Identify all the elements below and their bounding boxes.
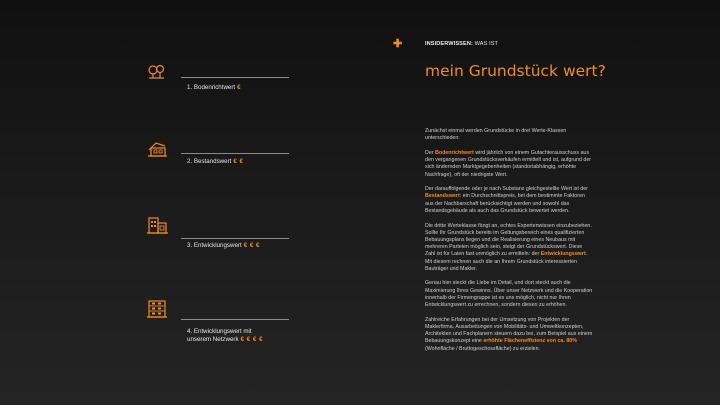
paragraph: Zahlreiche Erfahrungen bei der Umsetzung von Projekten der Maklerfirma, Ausarbeitungen von Mobilitäts- und Umweltkonzepten, Architekten und Fachplanern steuern dazu bei, zum Beispiel aus einem Bebauungskonzept eine erhöhte Flächeneffizienz von ca. 80% (Wohnfläche / Bruttogeschossfläche) zu erzielen. (425, 316, 593, 352)
item-label: 2. Bestandswert € € (187, 158, 244, 165)
paragraph: Der Bodenrichtwert wird jährlich von einem Gutachterausschuss aus den vergangenen Grundstücksverkäufen ermittelt und ist, aufgrund der sich ändernden Marktgegebenheiten (standortabhängig, erhöhte Nachfrage), oft der niedrigste Wert. (425, 149, 592, 178)
value-item-2 (143, 138, 293, 178)
euro-rating: € € (233, 158, 244, 165)
paragraph: Der darauffolgende oder je nach Substanz gleichgestellte Wert ist der Bestandswert: ein Durchschnittspreis, bei dem bestimmte Faktoren aus der Nachbarschaft berücksichtigt werden und sowohl das Bestandsgebäude als auch das Grundstück bewertet werden. (425, 186, 588, 214)
highlight: Bestandswert (425, 193, 460, 200)
euro-rating: € € € € (240, 336, 264, 343)
highlight: erhöhte Flächeneffizienz von ca. 80% (483, 338, 577, 345)
item-label: 3. Entwicklungswert € € € (187, 242, 260, 249)
value-item-4 (143, 297, 293, 347)
paragraph: Genau hier steckt die Liebe im Detail, und dort steckt auch die Maximierung Ihres Gewinns. Über unser Netzwerk und die Kooperation innerhalb der Firmengruppe ist es uns möglich, nicht nur Ihren Entwicklungswert zu errechnen, sondern diesen zu erhöhen. (425, 280, 593, 309)
article-body (425, 128, 593, 360)
item-label: 1. Bodenrichtwert € (187, 84, 242, 91)
divider (181, 319, 289, 320)
paragraph: Die dritte Werteklasse fängt an, echtes Expertenwissen einzubeziehen. Sollte Ihr Grundstück bereits im Geltungsbereich eines qualifizierten Bebauungsplans liegen und die Realisierung eines Neubaus mit mehreren Parteien möglich sein, steigt der Grundstückswert. Diese Zahl ist für Laien fast unmöglich zu ermitteln: der Entwicklungswert. Mit diesem rechnen auch die an Ihrem Grundstück interessierten Bauträger und Makler. (425, 222, 592, 272)
building-icon (143, 214, 173, 244)
divider (181, 238, 289, 239)
value-item-1 (143, 62, 293, 102)
euro-rating: € € € (243, 242, 260, 249)
item-label: 4. Entwicklungswert mit unserem Netzwerk € € € € (187, 328, 264, 343)
divider (181, 77, 289, 78)
house-icon (143, 138, 173, 168)
tree-icon (143, 62, 173, 92)
euro-rating: € (237, 84, 242, 91)
kicker: INSIDERWISSEN: WAS IST (425, 41, 499, 47)
page-title: mein Grundstück wert? (425, 62, 606, 80)
divider (181, 153, 289, 154)
highlight: Entwicklungswert (540, 251, 586, 258)
paragraph: Zunächst einmal werden Grundstücke in drei Werte-Klassen unterschieden: (425, 128, 567, 142)
plus-icon: ✚ (393, 38, 403, 50)
apartment-block-icon (143, 297, 173, 327)
value-item-3 (143, 214, 293, 254)
highlight: Bodenrichtwert (435, 149, 474, 156)
